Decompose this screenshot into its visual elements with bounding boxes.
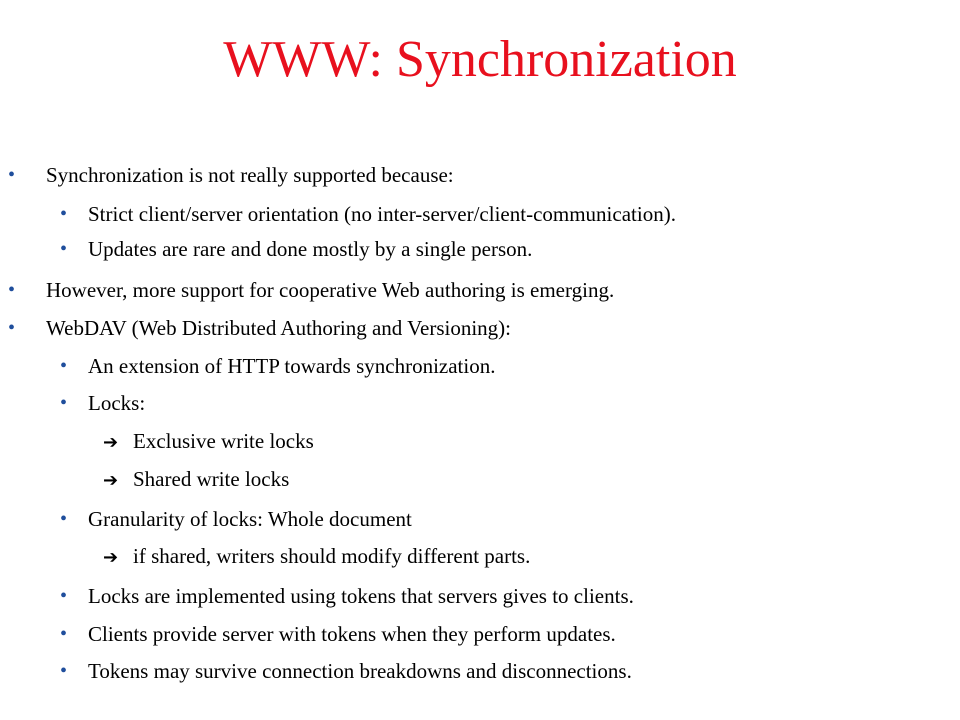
bullet-text: Tokens may survive connection breakdowns and disconnections.: [88, 659, 632, 683]
bullet-dot-icon: •: [60, 355, 68, 377]
bullet-dot-icon: •: [60, 585, 68, 607]
bullet-item: [60, 506, 412, 532]
bullet-text: However, more support for cooperative Web authoring is emerging.: [46, 278, 615, 302]
sub-item-text: if shared, writers should modify different parts.: [133, 544, 531, 568]
bullet-text: Updates are rare and done mostly by a single person.: [88, 237, 533, 261]
bullet-text: Strict client/server orientation (no inter-server/client-communication).: [88, 202, 676, 226]
sub-item-text: Exclusive write locks: [133, 429, 314, 453]
sub-item-text: Shared write locks: [133, 467, 290, 491]
bullet-item: [60, 583, 634, 609]
arrow-right-icon: ➔: [103, 432, 119, 453]
bullet-dot-icon: •: [60, 392, 68, 414]
bullet-item: [8, 277, 615, 303]
arrow-right-icon: ➔: [103, 470, 119, 491]
arrow-right-icon: ➔: [103, 547, 119, 568]
bullet-item: [60, 353, 496, 379]
bullet-dot-icon: •: [60, 660, 68, 682]
bullet-text: An extension of HTTP towards synchronization.: [88, 354, 496, 378]
bullet-text: Clients provide server with tokens when they perform updates.: [88, 622, 616, 646]
bullet-dot-icon: •: [60, 203, 68, 225]
bullet-item: [60, 390, 146, 416]
slide-title: WWW: Synchronization: [223, 31, 737, 88]
bullet-dot-icon: •: [60, 238, 68, 260]
bullet-item: [60, 236, 533, 262]
bullet-text: WebDAV (Web Distributed Authoring and Versioning):: [46, 316, 511, 340]
bullet-item: [8, 162, 454, 188]
bullet-dot-icon: •: [60, 508, 68, 530]
bullet-item: [60, 621, 616, 647]
bullet-text: Granularity of locks: Whole document: [88, 507, 412, 531]
bullet-dot-icon: •: [8, 164, 16, 186]
sub-item: [103, 543, 530, 571]
bullet-dot-icon: •: [8, 317, 16, 339]
bullet-item: [60, 201, 676, 227]
bullet-text: Locks are implemented using tokens that servers gives to clients.: [88, 584, 634, 608]
sub-item: [103, 466, 289, 494]
sub-item: [103, 428, 314, 456]
bullet-dot-icon: •: [60, 623, 68, 645]
bullet-text: Locks:: [88, 391, 146, 415]
bullet-text: Synchronization is not really supported because:: [46, 163, 454, 187]
bullet-dot-icon: •: [8, 279, 16, 301]
bullet-item: [60, 658, 632, 684]
bullet-item: [8, 315, 511, 341]
